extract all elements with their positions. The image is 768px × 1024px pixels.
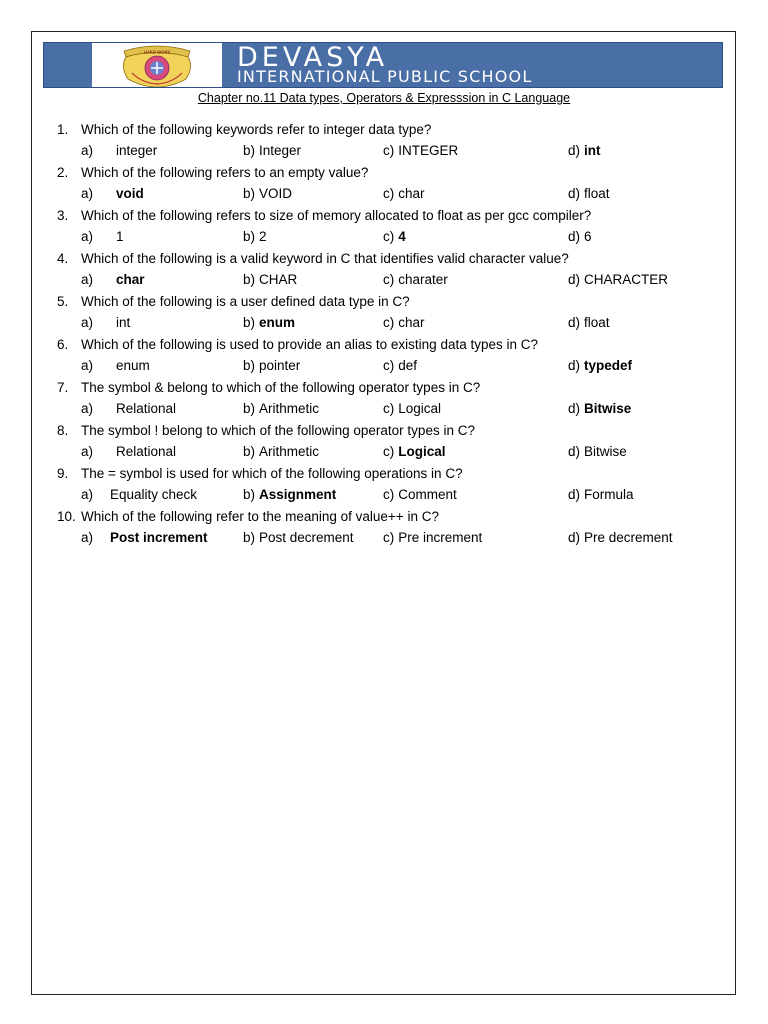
option-value: Arithmetic: [259, 444, 320, 459]
option-prefix: d): [568, 143, 581, 158]
option-b: [243, 444, 319, 459]
option-prefix: d): [568, 315, 581, 330]
option-prefix: d): [568, 401, 581, 416]
question-number: 5.: [57, 294, 69, 309]
option-prefix: d): [568, 272, 581, 287]
option-c: [383, 444, 446, 459]
option-value: 1: [116, 229, 124, 244]
option-value: 2: [259, 229, 267, 244]
option-a: [81, 487, 197, 502]
option-prefix: b): [243, 272, 256, 287]
option-c: [383, 401, 441, 416]
question-8: [57, 423, 475, 438]
question-text: The symbol & belong to which of the following operator types in C?: [81, 380, 481, 395]
option-value: Post increment: [110, 530, 208, 545]
option-prefix: c): [383, 358, 395, 373]
option-prefix: a): [81, 487, 94, 502]
question-10: [57, 509, 439, 524]
option-value: Arithmetic: [259, 401, 320, 416]
question-9: [57, 466, 463, 481]
option-value: enum: [259, 315, 296, 330]
option-value: CHARACTER: [584, 272, 669, 287]
option-c: [383, 487, 457, 502]
option-prefix: b): [243, 186, 256, 201]
option-prefix: b): [243, 487, 256, 502]
option-prefix: b): [243, 444, 256, 459]
option-value: Formula: [584, 487, 634, 502]
question-number: 6.: [57, 337, 69, 352]
option-d: [568, 487, 634, 502]
option-c: [383, 272, 448, 287]
option-value: Relational: [116, 444, 177, 459]
option-value: Relational: [116, 401, 177, 416]
option-value: Bitwise: [584, 444, 627, 459]
question-3: [57, 208, 591, 223]
question-5: [57, 294, 410, 309]
option-d: [568, 444, 627, 459]
option-value: int: [116, 315, 131, 330]
option-d: [568, 186, 610, 201]
option-value: char: [398, 186, 425, 201]
question-number: 9.: [57, 466, 69, 481]
option-c: [383, 229, 406, 244]
option-value: Equality check: [110, 487, 198, 502]
option-prefix: d): [568, 530, 581, 545]
option-prefix: a): [81, 229, 94, 244]
option-c: [383, 143, 458, 158]
question-text: The = symbol is used for which of the following operations in C?: [81, 466, 463, 481]
question-number: 4.: [57, 251, 69, 266]
option-c: [383, 186, 425, 201]
school-subtitle: INTERNATIONAL PUBLIC SCHOOL: [237, 67, 533, 86]
question-number: 8.: [57, 423, 69, 438]
option-value: Integer: [259, 143, 302, 158]
option-a: [81, 315, 130, 330]
option-d: [568, 401, 631, 416]
question-number: 3.: [57, 208, 69, 223]
option-b: [243, 186, 292, 201]
option-b: [243, 487, 336, 502]
option-prefix: c): [383, 401, 395, 416]
question-number: 7.: [57, 380, 69, 395]
option-prefix: b): [243, 401, 256, 416]
option-value: Logical: [398, 444, 446, 459]
option-prefix: c): [383, 487, 395, 502]
option-value: CHAR: [259, 272, 298, 287]
option-b: [243, 229, 267, 244]
option-prefix: d): [568, 444, 581, 459]
option-c: [383, 315, 425, 330]
option-c: [383, 358, 417, 373]
option-value: VOID: [259, 186, 293, 201]
option-value: def: [398, 358, 418, 373]
option-a: [81, 272, 145, 287]
question-text: Which of the following refer to the meaning of value++ in C?: [81, 509, 439, 524]
option-value: charater: [398, 272, 448, 287]
option-a: [81, 186, 144, 201]
option-prefix: b): [243, 229, 256, 244]
question-text: Which of the following keywords refer to integer data type?: [81, 122, 432, 137]
option-prefix: a): [81, 143, 94, 158]
option-prefix: c): [383, 229, 395, 244]
option-value: int: [584, 143, 601, 158]
school-banner: [43, 42, 723, 88]
question-1: [57, 122, 431, 137]
option-value: Comment: [398, 487, 457, 502]
option-value: 4: [398, 229, 406, 244]
school-name: DEVASYA: [237, 42, 389, 73]
question-text: Which of the following refers to size of memory allocated to float as per gcc compiler?: [81, 208, 592, 223]
option-prefix: c): [383, 186, 395, 201]
question-text: The symbol ! belong to which of the following operator types in C?: [81, 423, 475, 438]
option-b: [243, 401, 319, 416]
option-prefix: c): [383, 315, 395, 330]
option-c: [383, 530, 482, 545]
option-prefix: a): [81, 401, 94, 416]
question-number: 2.: [57, 165, 69, 180]
option-prefix: a): [81, 272, 94, 287]
option-prefix: c): [383, 143, 395, 158]
option-value: float: [584, 315, 610, 330]
option-a: [81, 530, 208, 545]
option-value: void: [116, 186, 144, 201]
option-d: [568, 530, 673, 545]
option-prefix: a): [81, 530, 94, 545]
option-prefix: d): [568, 358, 581, 373]
option-value: char: [116, 272, 145, 287]
option-b: [243, 530, 354, 545]
option-a: [81, 143, 157, 158]
option-prefix: c): [383, 272, 395, 287]
logo-text: HARD WORK: [143, 50, 171, 55]
school-logo: [112, 43, 202, 87]
option-b: [243, 358, 300, 373]
question-7: [57, 380, 480, 395]
option-a: [81, 229, 124, 244]
option-value: pointer: [259, 358, 301, 373]
option-prefix: c): [383, 530, 395, 545]
chapter-title: Chapter no.11 Data types, Operators & Expresssion in C Language: [197, 91, 571, 105]
option-prefix: a): [81, 315, 94, 330]
option-prefix: b): [243, 315, 256, 330]
option-prefix: a): [81, 186, 94, 201]
option-a: [81, 444, 176, 459]
option-value: Assignment: [259, 487, 337, 502]
option-value: Pre increment: [398, 530, 483, 545]
option-value: enum: [116, 358, 150, 373]
question-6: [57, 337, 538, 352]
option-prefix: d): [568, 229, 581, 244]
question-2: [57, 165, 368, 180]
option-value: integer: [116, 143, 158, 158]
option-prefix: b): [243, 530, 256, 545]
option-b: [243, 315, 295, 330]
question-number: 10.: [57, 509, 76, 524]
option-d: [568, 315, 610, 330]
question-text: Which of the following refers to an empty value?: [81, 165, 369, 180]
option-value: Pre decrement: [584, 530, 673, 545]
option-a: [81, 401, 176, 416]
option-b: [243, 143, 301, 158]
option-prefix: b): [243, 143, 256, 158]
option-prefix: d): [568, 487, 581, 502]
option-d: [568, 143, 601, 158]
option-prefix: c): [383, 444, 395, 459]
option-prefix: a): [81, 444, 94, 459]
option-value: Logical: [398, 401, 442, 416]
option-d: [568, 358, 632, 373]
question-text: Which of the following is used to provide an alias to existing data types in C?: [81, 337, 539, 352]
option-value: char: [398, 315, 425, 330]
option-prefix: d): [568, 186, 581, 201]
question-4: [57, 251, 569, 266]
option-value: INTEGER: [398, 143, 459, 158]
logo-area: [92, 43, 222, 87]
option-d: [568, 229, 592, 244]
option-value: typedef: [584, 358, 633, 373]
question-text: Which of the following is a valid keyword in C that identifies valid character value?: [81, 251, 569, 266]
option-d: [568, 272, 668, 287]
option-value: Bitwise: [584, 401, 632, 416]
option-prefix: a): [81, 358, 94, 373]
option-value: float: [584, 186, 610, 201]
option-value: Post decrement: [259, 530, 354, 545]
option-value: 6: [584, 229, 592, 244]
question-text: Which of the following is a user defined data type in C?: [81, 294, 410, 309]
option-prefix: b): [243, 358, 256, 373]
option-b: [243, 272, 297, 287]
option-a: [81, 358, 150, 373]
question-number: 1.: [57, 122, 69, 137]
